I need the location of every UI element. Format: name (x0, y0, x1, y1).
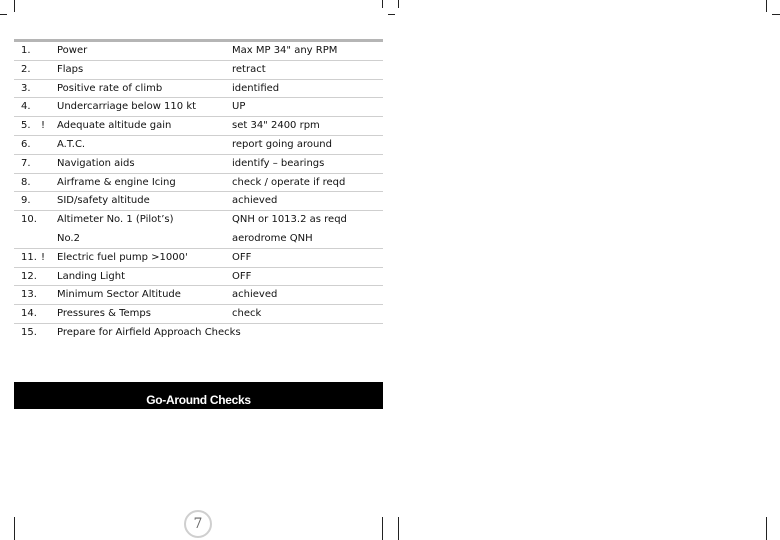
item-value: OFF (232, 270, 252, 282)
item-number: 3. (21, 82, 31, 94)
crop-mark (398, 517, 399, 540)
item-number: 11. (21, 251, 37, 263)
item-value: set 34" 2400 rpm (232, 120, 320, 132)
crop-mark (382, 0, 383, 8)
item-label: Pressures & Temps (57, 308, 151, 320)
crop-mark (14, 0, 15, 12)
item-label: Adequate altitude gain (57, 120, 172, 132)
item-number: 12. (21, 270, 37, 282)
crop-mark (0, 14, 7, 15)
item-number: 13. (21, 289, 37, 301)
item-value: achieved (232, 195, 278, 207)
item-value: report going around (232, 138, 332, 150)
item-number: 9. (21, 195, 31, 207)
item-number: 7. (21, 157, 31, 169)
item-value: identified (232, 82, 280, 94)
warning-mark: ! (41, 120, 46, 132)
crop-mark (388, 14, 395, 15)
item-value: check / operate if reqd (232, 176, 346, 188)
checklist-row (14, 230, 383, 249)
item-label: SID/safety altitude (57, 195, 150, 207)
item-value: UP (232, 101, 246, 113)
checklist-row (14, 61, 383, 80)
item-label: Electric fuel pump >1000' (57, 251, 188, 263)
item-number: 10. (21, 214, 37, 226)
item-value: QNH or 1013.2 as reqd (232, 214, 347, 226)
checklist-row (14, 136, 383, 155)
checklist-row (14, 192, 383, 211)
warning-mark: ! (41, 251, 46, 263)
checklist-row (14, 286, 383, 305)
item-label: Positive rate of climb (57, 82, 163, 94)
item-value: check (232, 308, 262, 320)
crop-mark (766, 517, 767, 540)
item-number: 8. (21, 176, 31, 188)
item-value: identify – bearings (232, 157, 325, 169)
item-value: retract (232, 63, 266, 75)
item-value: Max MP 34" any RPM (232, 45, 338, 56)
checklist-row (14, 324, 383, 343)
crop-mark (772, 14, 780, 15)
item-number: 1. (21, 45, 31, 56)
item-value: achieved (232, 289, 278, 301)
checklist-row (14, 249, 383, 268)
checklist-row (14, 211, 383, 230)
item-label: Navigation aids (57, 157, 135, 169)
item-label: Altimeter No. 1 (Pilot’s) (57, 214, 174, 226)
checklist-row (14, 117, 383, 136)
page-number: 7 (184, 510, 212, 538)
crop-mark (398, 0, 399, 8)
section-banner: Go-Around Checks (14, 382, 383, 409)
item-number: 14. (21, 308, 37, 320)
item-label: Minimum Sector Altitude (57, 289, 181, 301)
checklist-row (14, 80, 383, 99)
item-label: Flaps (57, 63, 84, 75)
item-value: aerodrome QNH (232, 232, 313, 244)
checklist-row (14, 98, 383, 117)
checklist-row (14, 42, 383, 61)
checklist-row (14, 268, 383, 287)
checklist-row (14, 174, 383, 193)
item-label: Undercarriage below 110 kt (57, 101, 197, 113)
checklist-row (14, 155, 383, 174)
crop-mark (14, 517, 15, 540)
checklist-row (14, 305, 383, 324)
item-label: A.T.C. (57, 138, 86, 150)
item-label: Power (57, 45, 88, 56)
go-around-checklist (14, 39, 383, 343)
item-label: Airframe & engine Icing (57, 176, 176, 188)
item-number: 2. (21, 63, 31, 75)
item-label: Prepare for Airfield Approach Checks (57, 326, 241, 338)
item-label: Landing Light (57, 270, 125, 282)
item-number: 15. (21, 326, 37, 338)
crop-mark (766, 0, 767, 12)
item-value: OFF (232, 251, 252, 263)
crop-mark (382, 517, 383, 540)
item-number: 4. (21, 101, 31, 113)
item-number: 5. (21, 120, 31, 132)
item-number: 6. (21, 138, 31, 150)
item-label: No.2 (57, 232, 80, 244)
